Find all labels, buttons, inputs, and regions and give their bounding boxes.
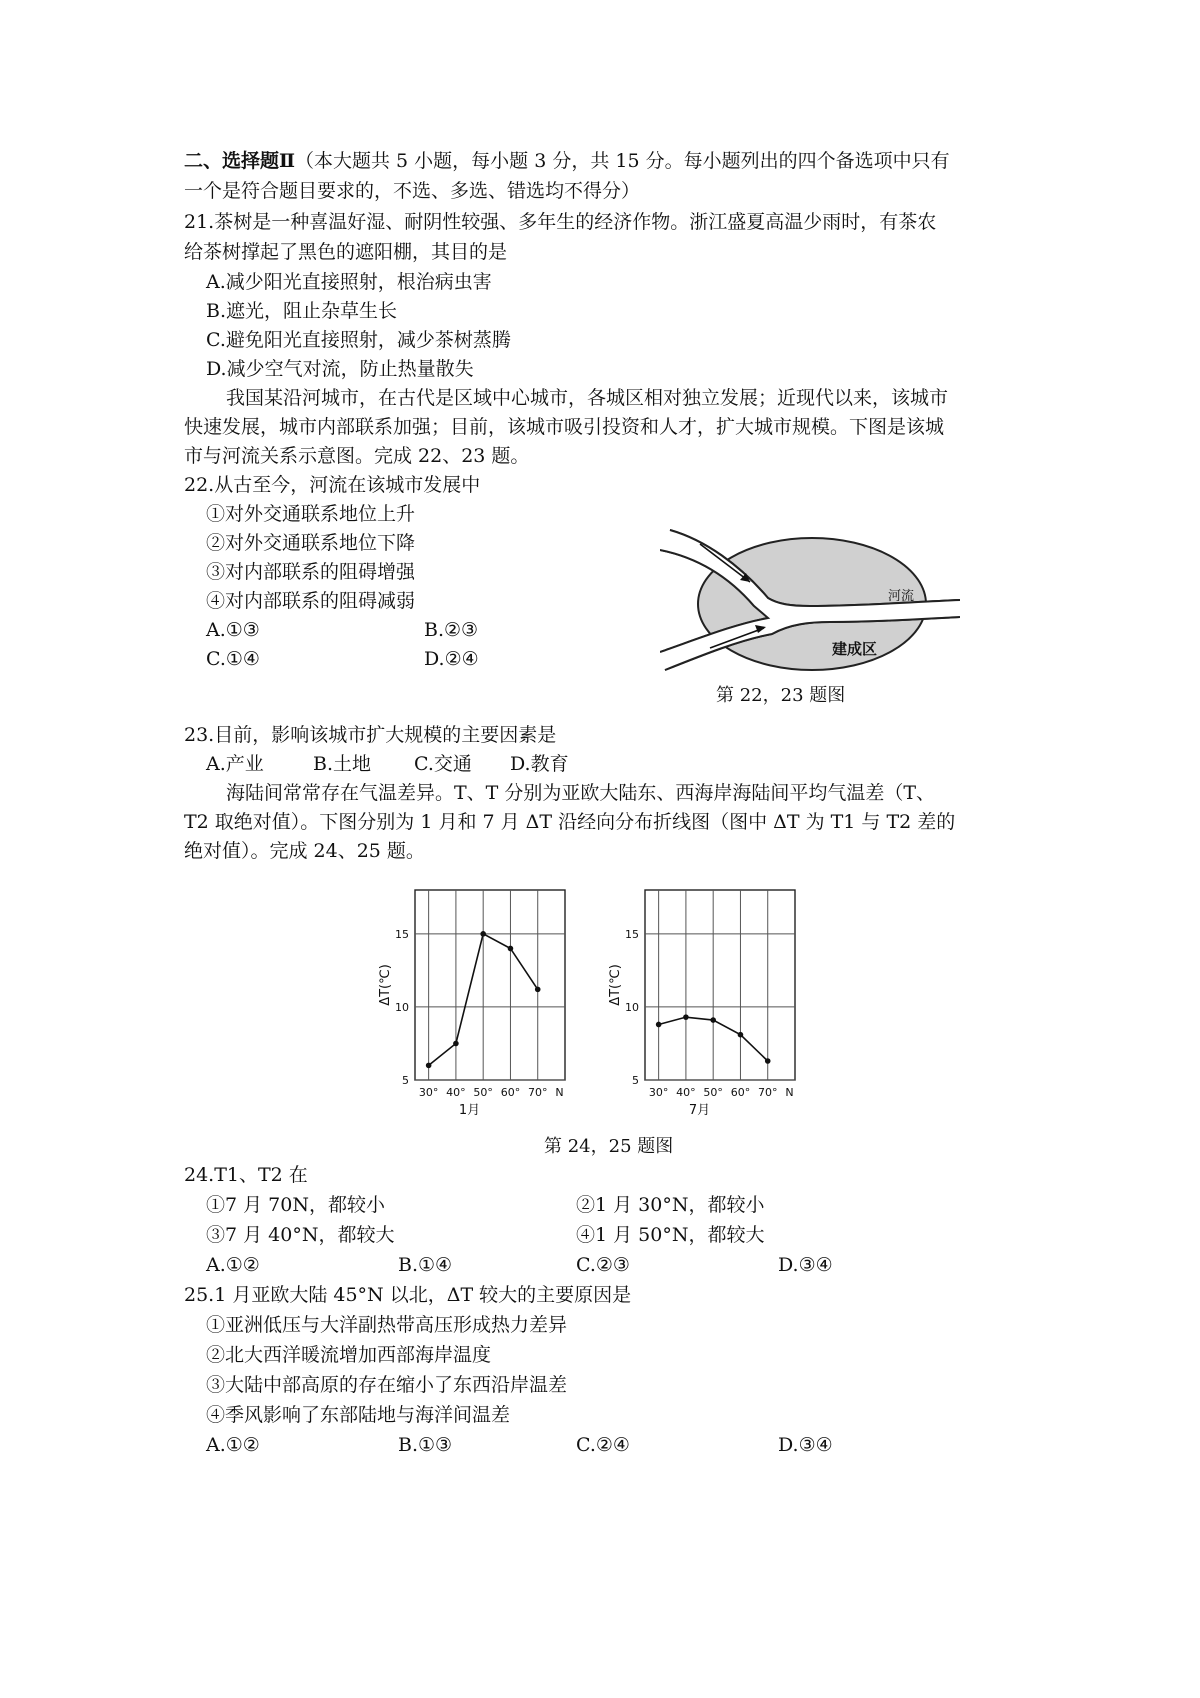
q22-option-b: B.②③ bbox=[424, 619, 479, 641]
x-tick-label: 30° bbox=[648, 1086, 669, 1099]
q24-option-a: A.①② bbox=[206, 1254, 260, 1276]
river-label: 河流 bbox=[888, 589, 915, 604]
x-tick-label: 50° bbox=[473, 1086, 493, 1099]
q22-stem: 22.从古至今，河流在该城市发展中 bbox=[184, 474, 481, 496]
passage2-line-1: 海陆间常常存在气温差异。T、T 分别为亚欧大陆东、西海岸海陆间平均气温差（T、 bbox=[226, 782, 936, 804]
q25-statement-1: ①亚洲低压与大洋副热带高压形成热力差异 bbox=[206, 1314, 568, 1336]
q24-option-d: D.③④ bbox=[778, 1254, 833, 1276]
data-point bbox=[426, 1063, 432, 1069]
q23-option-a: A.产业 bbox=[206, 753, 264, 775]
q22-option-c: C.①④ bbox=[206, 648, 260, 670]
q23-option-b: B.土地 bbox=[313, 753, 372, 775]
q22-option-a: A.①③ bbox=[206, 619, 260, 641]
data-point bbox=[765, 1058, 771, 1064]
y-tick-label: 5 bbox=[632, 1074, 639, 1087]
data-point bbox=[480, 931, 486, 937]
q25-statement-3: ③大陆中部高原的存在缩小了东西沿岸温差 bbox=[206, 1374, 568, 1396]
y-axis-label: ΔT(℃) bbox=[378, 964, 393, 1006]
y-tick-label: 5 bbox=[402, 1074, 409, 1087]
q21-option-c: C.避免阳光直接照射，减少茶树蒸腾 bbox=[206, 329, 511, 351]
q24-statement-2: ②1 月 30°N，都较小 bbox=[576, 1194, 765, 1216]
q21-stem-2: 给茶树撑起了黑色的遮阳棚，其目的是 bbox=[184, 241, 508, 263]
x-tick-label: 40° bbox=[676, 1086, 696, 1099]
q23-option-d: D.教育 bbox=[510, 753, 569, 775]
fig2223-caption: 第 22，23 题图 bbox=[716, 685, 846, 706]
section-desc-1: （本大题共 5 小题，每小题 3 分，共 15 分。每小题列出的四个备选项中只有 bbox=[295, 150, 950, 172]
q21-option-b: B.遮光，阻止杂草生长 bbox=[206, 300, 398, 322]
q25-stem: 25.1 月亚欧大陆 45°N 以北，ΔT 较大的主要原因是 bbox=[184, 1284, 632, 1306]
x-tick-label: 60° bbox=[730, 1086, 751, 1099]
y-tick-label: 15 bbox=[625, 927, 639, 941]
q21-option-a: A.减少阳光直接照射，根治病虫害 bbox=[206, 271, 492, 293]
data-point bbox=[535, 987, 541, 993]
data-point bbox=[453, 1041, 459, 1047]
q25-statement-2: ②北大西洋暖流增加西部海岸温度 bbox=[206, 1344, 492, 1366]
q22-statement-3: ③对内部联系的阻碍增强 bbox=[206, 561, 416, 583]
q23-option-c: C.交通 bbox=[414, 753, 472, 775]
built-up-area-label: 建成区 bbox=[832, 640, 878, 658]
chart-july bbox=[608, 890, 795, 1118]
y-tick-label: 10 bbox=[395, 1000, 409, 1014]
x-tick-label: N bbox=[555, 1086, 564, 1099]
x-tick-label: 60° bbox=[500, 1086, 521, 1099]
data-point bbox=[710, 1017, 716, 1023]
passage2-line-3: 绝对值）。完成 24、25 题。 bbox=[184, 840, 425, 862]
q21-option-d: D.减少空气对流，防止热量散失 bbox=[206, 358, 474, 380]
delta-t-charts bbox=[370, 880, 840, 1140]
y-axis-label: ΔT(℃) bbox=[608, 964, 623, 1006]
x-tick-label: 50° bbox=[703, 1086, 723, 1099]
section-heading: 二、选择题Ⅱ bbox=[184, 150, 296, 172]
passage1-line-2: 快速发展，城市内部联系加强；目前，该城市吸引投资和人才，扩大城市规模。下图是该城 bbox=[184, 416, 945, 438]
q24-option-b: B.①④ bbox=[398, 1254, 453, 1276]
passage1-line-3: 市与河流关系示意图。完成 22、23 题。 bbox=[184, 445, 530, 467]
x-tick-label: 40° bbox=[446, 1086, 466, 1099]
q24-option-c: C.②③ bbox=[576, 1254, 630, 1276]
x-tick-label: N bbox=[785, 1086, 794, 1099]
q22-statement-1: ①对外交通联系地位上升 bbox=[206, 503, 416, 525]
data-point bbox=[656, 1022, 662, 1028]
q24-stem: 24.T1、T2 在 bbox=[184, 1164, 308, 1186]
q24-statement-1: ①7 月 70N，都较小 bbox=[206, 1194, 385, 1216]
y-tick-label: 15 bbox=[395, 927, 409, 941]
data-point bbox=[683, 1014, 689, 1020]
chart-january bbox=[378, 890, 565, 1118]
y-tick-label: 10 bbox=[625, 1000, 639, 1014]
q25-option-a: A.①② bbox=[206, 1434, 260, 1456]
x-axis-label: 7月 bbox=[688, 1103, 711, 1118]
plot-frame bbox=[645, 890, 795, 1080]
q22-option-d: D.②④ bbox=[424, 648, 479, 670]
passage1-line-1: 我国某沿河城市，在古代是区域中心城市，各城区相对独立发展；近现代以来，该城市 bbox=[226, 387, 949, 409]
q25-option-b: B.①③ bbox=[398, 1434, 453, 1456]
q25-option-c: C.②④ bbox=[576, 1434, 630, 1456]
section-desc-2: 一个是符合题目要求的，不选、多选、错选均不得分） bbox=[184, 180, 641, 202]
x-axis-label: 1月 bbox=[458, 1103, 481, 1118]
q24-statement-4: ④1 月 50°N，都较大 bbox=[576, 1224, 765, 1246]
plot-frame bbox=[415, 890, 565, 1080]
fig2425-caption: 第 24，25 题图 bbox=[544, 1136, 674, 1157]
data-point bbox=[508, 946, 514, 952]
section-header bbox=[184, 146, 950, 176]
q22-statement-4: ④对内部联系的阻碍减弱 bbox=[206, 590, 416, 612]
data-point bbox=[738, 1032, 744, 1038]
q25-option-d: D.③④ bbox=[778, 1434, 833, 1456]
q21-stem-1: 21.茶树是一种喜温好湿、耐阴性较强、多年生的经济作物。浙江盛夏高温少雨时，有茶农 bbox=[184, 211, 937, 233]
q22-statement-2: ②对外交通联系地位下降 bbox=[206, 532, 416, 554]
x-tick-label: 70° bbox=[527, 1086, 548, 1099]
passage2-line-2: T2 取绝对值）。下图分别为 1 月和 7 月 ΔT 沿经向分布折线图（图中 ΔT 为 T1 与 T2 差的 bbox=[184, 811, 956, 833]
x-tick-label: 30° bbox=[418, 1086, 439, 1099]
x-tick-label: 70° bbox=[757, 1086, 778, 1099]
q24-statement-3: ③7 月 40°N，都较大 bbox=[206, 1224, 395, 1246]
q25-statement-4: ④季风影响了东部陆地与海洋间温差 bbox=[206, 1404, 511, 1426]
q23-stem: 23.目前，影响该城市扩大规模的主要因素是 bbox=[184, 724, 557, 746]
